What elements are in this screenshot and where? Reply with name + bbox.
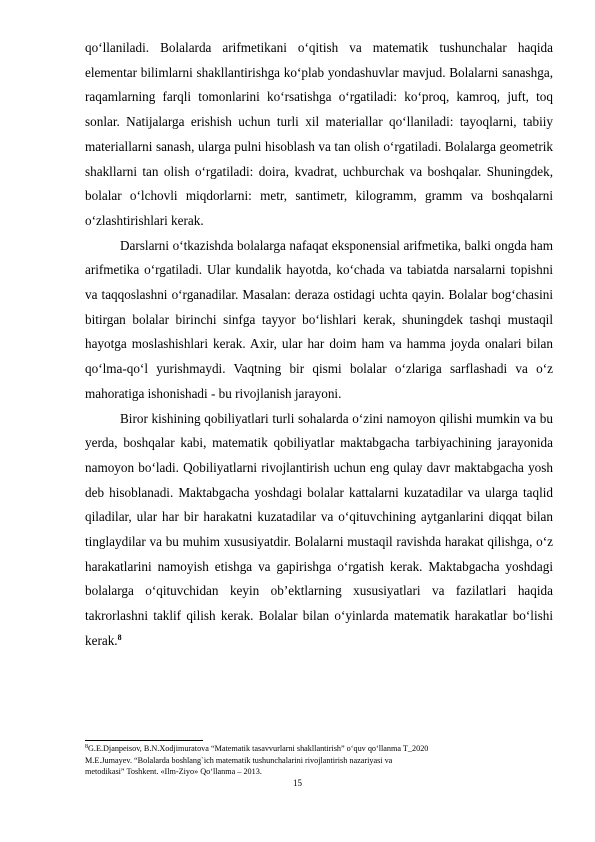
paragraph-1: qo‘llaniladi. Bolalarda arifmetikani o‘qitish va matematik tushunchalar haqida elementar bilimlarni shakllantirishga ko‘plab yondashuvlar mavjud. Bolalarni sanashga, raqamlarning farqli tomonlarini ko‘rsatishga o‘rgatiladi: ko‘proq, kamroq, juft, toq sonlar. Natijalarga erishish uchun turli xil materiallar qo‘llaniladi: tayoqlarni, tabiiy materiallarni sanash, ularga pulni hisoblash va tan olish o‘rgatiladi. Bolalarga geometrik shakllarni tan olish o‘rgatiladi: doira, kvadrat, uchburchak va boshqalar. Shuningdek, bolalar o‘lchovli miqdorlarni: metr, santimetr, kilogramm, gramm va boshqalarni o‘zlashtirishlari kerak. [85,40,553,228]
footnote [85,743,555,778]
footnote-line-1 [85,743,555,755]
paragraph-3-text: Biror kishining qobiliyatlari turli sohalarda o‘zini namoyon qilishi mumkin va bu yerda, boshqalar kabi, matematik qobiliyatlar maktabgacha tarbiyachining jarayonida namoyon bo‘ladi. Qobiliyatlarni rivojlantirish uchun eng qulay davr maktabgacha yosh deb hisoblanadi. Maktabgacha yoshdagi bolalar kattalarni kuzatadilar va ularga taqlid qiladilar, ular har bir harakatni kuzatadilar va o‘qituvchining aytganlarini diqqat bilan tinglaydilar va bu muhim xususiyatdir. Bolalarni mustaqil ravishda harakat qilishga, o‘z harakatlarini namoyish etishga va gapirishga o‘rgatish kerak. Maktabgacha yoshdagi bolalarga o‘qituvchidan keyin ob’ektlarning xususiyatlari va fazilatlari haqida takrorlashni taklif qilish kerak. Bolalar bilan o‘yinlarda matematik harakatlar bo‘lishi kerak. [85,410,553,648]
paragraph-3 [85,407,553,654]
page-number: 15 [293,778,302,788]
footnote-marker: 8 [85,744,88,750]
footnote-line-3: metodikasi” Toshkent. «Ilm-Ziyo» Qo‘llanma – 2013. [85,767,262,776]
footnote-text-1: G.E.Djanpeisov, B.N.Xodjimuratova “Matematik tasavvurlarni shakllantirish” o‘quv qo‘llanma T_2020 [88,744,429,753]
paragraph-2: Darslarni o‘tkazishda bolalarga nafaqat eksponensial arifmetika, balki ongda ham arifmetika o‘rgatiladi. Ular kundalik hayotda, ko‘chada va tabiatda narsalarni topishni va taqqoslashni o‘rganadilar. Masalan: deraza ostidagi uchta qayin. Bolalar bog‘chasini bitirgan bolalar birinchi sinfga tayyor bo‘lishlari kerak, shuningdek tashqi mustaqil hayotga moslashishlari kerak. Axir, ular har doim ham va hamma joyda onalari bilan qo‘lma-qo‘l yurishmaydi. Vaqtning bir qismi bolalar o‘zlariga sarflashadi va o‘z mahoratiga ishonishadi - bu rivojlanish jarayoni. [85,237,553,401]
footnote-separator [85,740,203,741]
footnote-line-2: M.E.Jumayev. “Bolalarda boshlang`ich matematik tushunchalarini rivojlantirish nazariyasi va [85,755,393,765]
body-text [85,36,553,654]
footnote-reference[interactable]: 8 [117,632,122,642]
